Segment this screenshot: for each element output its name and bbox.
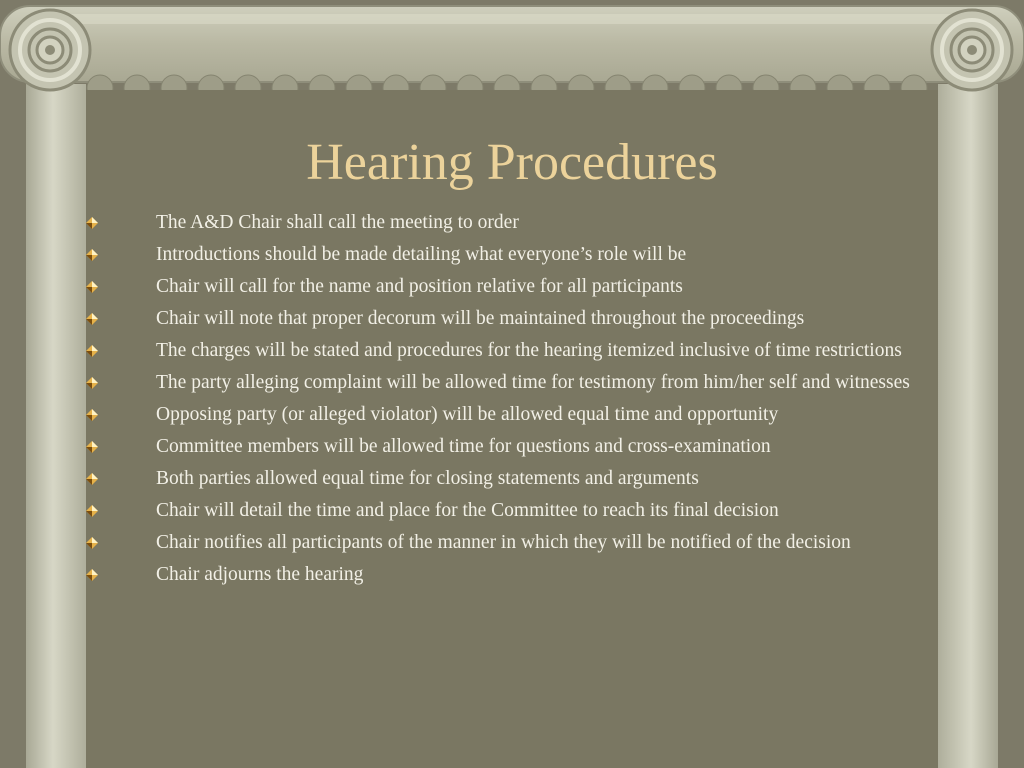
diamond-bullet-icon bbox=[85, 408, 99, 422]
list-item bbox=[84, 434, 984, 460]
diamond-bullet-icon bbox=[85, 440, 99, 454]
list-item bbox=[84, 466, 984, 492]
diamond-bullet-icon bbox=[85, 344, 99, 358]
diamond-bullet-icon bbox=[85, 248, 99, 262]
bullet-list bbox=[84, 210, 984, 594]
diamond-bullet-icon bbox=[85, 216, 99, 230]
diamond-bullet-icon bbox=[85, 504, 99, 518]
list-item bbox=[84, 562, 984, 588]
list-item bbox=[84, 306, 984, 332]
left-scroll-icon bbox=[10, 10, 90, 90]
list-item bbox=[84, 274, 984, 300]
list-item bbox=[84, 210, 984, 236]
bullet-text: Chair notifies all participants of the manner in which they will be notified of the decision bbox=[156, 532, 851, 553]
bullet-text: Both parties allowed equal time for closing statements and arguments bbox=[156, 468, 699, 489]
list-item bbox=[84, 370, 984, 396]
diamond-bullet-icon bbox=[85, 568, 99, 582]
diamond-bullet-icon bbox=[85, 536, 99, 550]
diamond-bullet-icon bbox=[85, 376, 99, 390]
list-item bbox=[84, 242, 984, 268]
diamond-bullet-icon bbox=[85, 280, 99, 294]
bullet-text: Chair adjourns the hearing bbox=[156, 564, 364, 585]
list-item bbox=[84, 338, 984, 364]
list-item bbox=[84, 402, 984, 428]
diamond-bullet-icon bbox=[85, 472, 99, 486]
list-item bbox=[84, 498, 984, 524]
right-scroll-icon bbox=[932, 10, 1012, 90]
slide-title: Hearing Procedures bbox=[306, 134, 718, 191]
diamond-bullet-icon bbox=[85, 312, 99, 326]
bullet-text: Chair will detail the time and place for the Committee to reach its final decision bbox=[156, 500, 779, 521]
bullet-text: Committee members will be allowed time for questions and cross-examination bbox=[156, 436, 771, 457]
bullet-text: The party alleging complaint will be allowed time for testimony from him/her self and witnesses bbox=[156, 372, 910, 393]
bullet-text: Opposing party (or alleged violator) will be allowed equal time and opportunity bbox=[156, 404, 779, 425]
bullet-text: Chair will call for the name and position relative for all participants bbox=[156, 276, 683, 297]
bullet-text: Chair will note that proper decorum will be maintained throughout the proceedings bbox=[156, 308, 805, 329]
bullet-text: Introductions should be made detailing what everyone’s role will be bbox=[156, 244, 687, 265]
bullet-text: The charges will be stated and procedures for the hearing itemized inclusive of time restrictions bbox=[156, 340, 902, 361]
bullet-text: The A&D Chair shall call the meeting to order bbox=[156, 212, 519, 233]
list-item bbox=[84, 530, 984, 556]
